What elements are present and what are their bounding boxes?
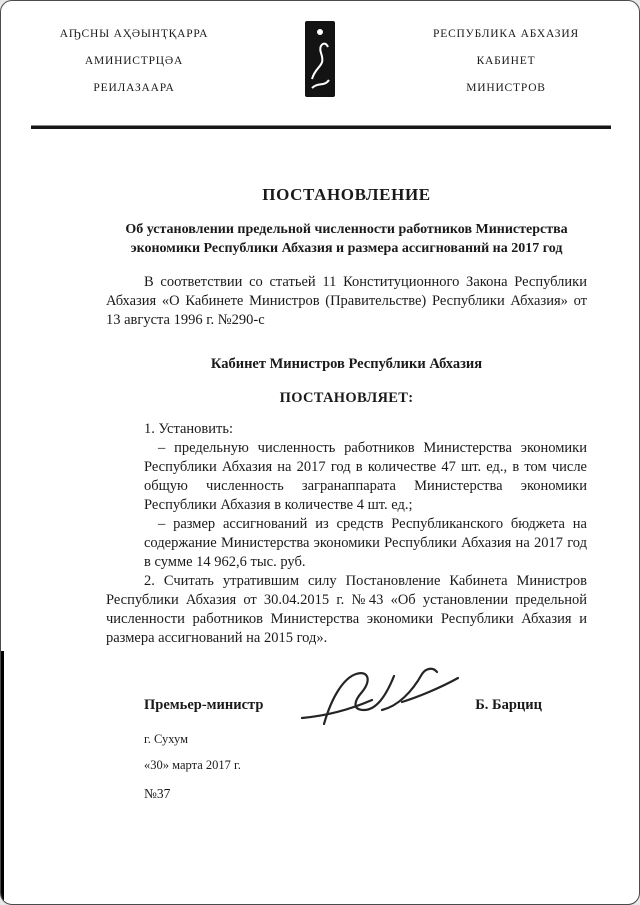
scan-edge-artifact bbox=[1, 651, 4, 905]
document-title: ПОСТАНОВЛЕНИЕ bbox=[262, 185, 431, 204]
signature-scribble-icon bbox=[294, 664, 464, 732]
document-number: №37 bbox=[144, 786, 171, 801]
resolution-items bbox=[144, 420, 587, 572]
letterhead-right-line: РЕСПУБЛИКА АБХАЗИЯ bbox=[433, 28, 579, 40]
signature-row bbox=[144, 696, 587, 715]
item-1-subitem-staff: – предельную численность работников Министерства экономики Республики Абхазия на 2017 год в количестве 47 шт. ед., в том числе общую численность загранаппарата Министерства экономики Республики Абхазия в количестве 4 шт. ед.; bbox=[144, 440, 587, 513]
document-body bbox=[1, 185, 639, 803]
letterhead-left bbox=[39, 21, 229, 102]
signatory-position: Премьер-министр bbox=[144, 697, 264, 713]
authority-line: Кабинет Министров Республики Абхазия bbox=[210, 356, 483, 372]
letterhead-right-line: МИНИСТРОВ bbox=[466, 82, 546, 94]
letterhead-left-line: АМИНИСТРЦӘА bbox=[84, 55, 184, 67]
item-1-subitem-budget: – размер ассигнований из средств Республиканского бюджета на содержание Министерства экономики Республики Абхазия на 2017 год в сумме 14 962,6 тыс. руб. bbox=[144, 516, 587, 570]
resolves-line: ПОСТАНОВЛЯЕТ: bbox=[279, 390, 414, 406]
letterhead-rule bbox=[31, 125, 611, 129]
letterhead-left-line: АҦСНЫ АҲӘЫНҬҚАРРА bbox=[59, 28, 209, 40]
document-subject: Об установлении предельной численности работников Министерства экономики Республики Абхазия и размера ассигнований на 2017 год bbox=[125, 222, 568, 256]
preamble-paragraph: В соответствии со статьей 11 Конституционного Закона Республики Абхазия «О Кабинете Министров (Правительстве) Республики Абхазия» от 13 августа 1996 г. №290-с bbox=[106, 274, 587, 328]
letterhead-right bbox=[411, 21, 601, 102]
letterhead bbox=[1, 1, 639, 102]
item-2-paragraph: 2. Считать утратившим силу Постановление Кабинета Министров Республики Абхазия от 30.04.2015 г. №43 «Об установлении предельной численности работников Министерства экономики Республики Абхазия и размера ассигнований на 2015 год». bbox=[106, 573, 587, 646]
item-1-heading: 1. Установить: bbox=[144, 421, 234, 437]
signature-date: «30» марта 2017 г. bbox=[144, 758, 241, 772]
coat-of-arms-icon bbox=[305, 21, 335, 97]
letterhead-right-line: КАБИНЕТ bbox=[476, 55, 536, 67]
signatory-name: Б. Барциц bbox=[475, 697, 542, 713]
letterhead-left-line: РЕИЛАЗААРА bbox=[93, 82, 175, 94]
signature-place: г. Сухум bbox=[144, 732, 189, 746]
